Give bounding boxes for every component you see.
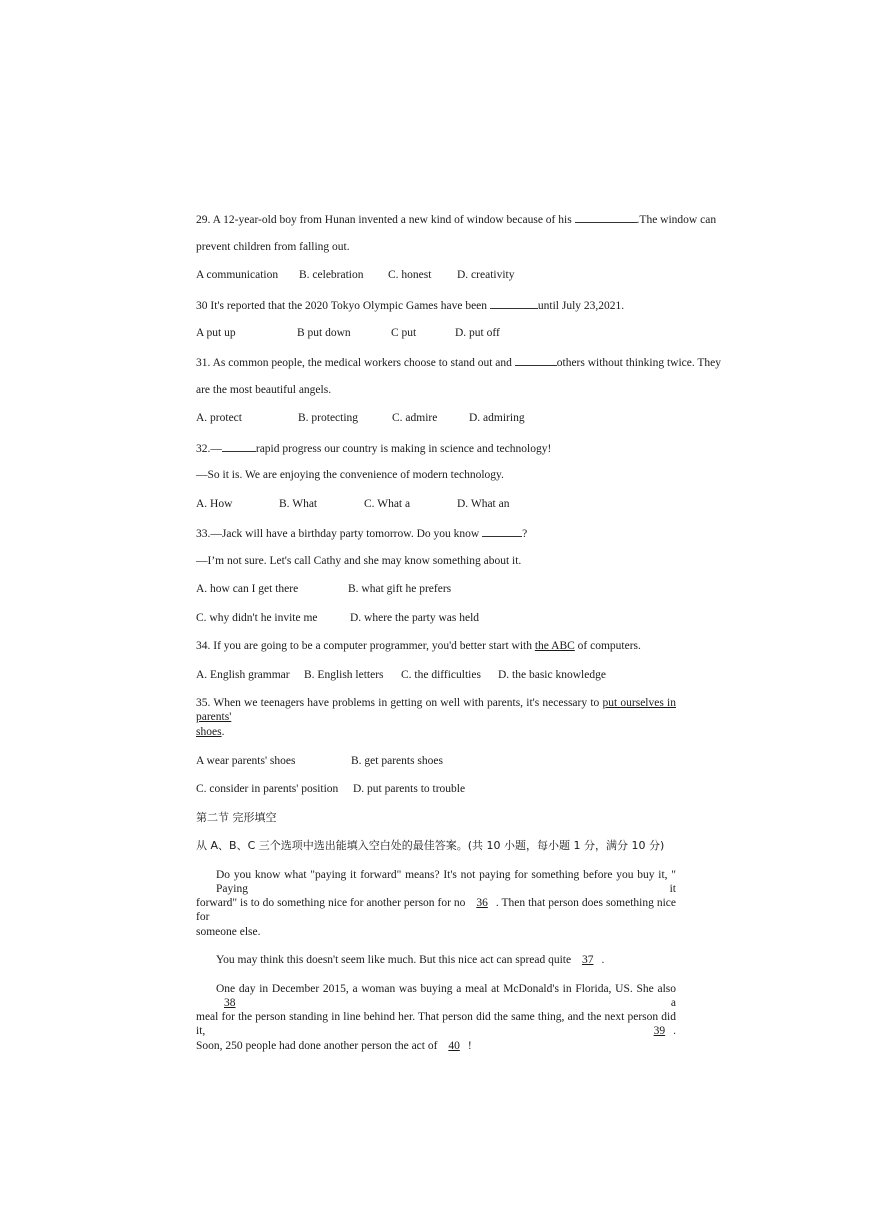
option-a: A. How xyxy=(196,498,233,510)
passage-text: forward" is to do something nice for another person for no xyxy=(196,897,469,909)
question-30-text-cont: until July 23,2021. xyxy=(537,300,625,312)
answer-blank xyxy=(515,354,557,366)
passage-text: Soon, 250 people had done another person the act of xyxy=(196,1040,441,1052)
option-d: D. What an xyxy=(457,498,510,510)
option-c: C put xyxy=(391,327,417,339)
question-29-text: 29. A 12-year-old boy from Hunan invented a new kind of window because of his xyxy=(196,214,575,226)
question-35-text: 35. When we teenagers have problems in getting on well with parents, it's necessary to xyxy=(196,697,603,709)
blank-36: 36 xyxy=(476,897,488,909)
question-32-text-cont: rapid progress our country is making in science and technology! xyxy=(255,443,552,455)
question-33-line-2: —I’m not sure. Let's call Cathy and she may know something about it. xyxy=(196,555,522,567)
passage-text-cont: . xyxy=(601,954,605,966)
blank-38: 38 xyxy=(224,997,236,1009)
passage-p1-line-2 xyxy=(196,896,676,924)
question-31-line-2: are the most beautiful angels. xyxy=(196,384,332,396)
option-b: B. protecting xyxy=(298,412,359,424)
passage-p1-line-1: Do you know what "paying it forward" means? It's not paying for something before you buy it, " Paying it xyxy=(216,869,676,895)
underlined-phrase: put ourselves in parents' xyxy=(196,697,676,723)
question-30-line-1 xyxy=(196,297,624,313)
option-c: C. why didn't he invite me xyxy=(196,612,318,624)
passage-p2 xyxy=(196,953,604,967)
question-35-line-1 xyxy=(196,696,676,724)
question-33-line-1 xyxy=(196,525,527,541)
question-29-line-2: prevent children from falling out. xyxy=(196,241,350,253)
passage-p1-line-3: someone else. xyxy=(196,926,261,938)
section-title: 第二节 完形填空 xyxy=(196,811,277,824)
option-d: D. put off xyxy=(455,327,500,339)
option-a: A communication xyxy=(196,269,279,281)
option-d: D. admiring xyxy=(469,412,525,424)
question-30-text: 30 It's reported that the 2020 Tokyo Olympic Games have been xyxy=(196,300,490,312)
question-31-line-1 xyxy=(196,354,721,370)
option-c: C. honest xyxy=(388,269,432,281)
blank-37: 37 xyxy=(581,954,594,966)
answer-blank xyxy=(222,440,256,452)
option-a: A. how can I get there xyxy=(196,583,299,595)
question-34-text-cont: of computers. xyxy=(574,640,641,652)
question-32-line-1 xyxy=(196,440,551,456)
question-32-text: 32.— xyxy=(196,443,222,455)
passage-text: meal for the person standing in line behind her. That person did the same thing, and the next person did it, xyxy=(196,1011,676,1037)
option-b: B put down xyxy=(297,327,351,339)
option-b: B. celebration xyxy=(299,269,364,281)
option-d: D. where the party was held xyxy=(350,612,480,624)
question-34-text: 34. If you are going to be a computer programmer, you'd better start with xyxy=(196,640,535,652)
question-29-text-cont: .The window can xyxy=(636,214,717,226)
question-32-line-2: —So it is. We are enjoying the convenience of modern technology. xyxy=(196,469,504,481)
passage-text-cont: a xyxy=(243,997,676,1009)
passage-p3-line-1 xyxy=(196,982,676,1010)
passage-text-cont: . xyxy=(673,1025,676,1037)
option-a: A put up xyxy=(196,327,236,339)
answer-blank xyxy=(575,211,637,223)
passage-p3-line-2 xyxy=(196,1010,676,1038)
blank-40: 40 xyxy=(448,1040,460,1052)
question-29-line-1 xyxy=(196,211,716,227)
answer-blank xyxy=(482,525,522,537)
option-c: C. admire xyxy=(392,412,438,424)
option-c: C. consider in parents' position xyxy=(196,783,339,795)
question-35-text-cont: . xyxy=(221,726,225,738)
option-b: B. What xyxy=(279,498,318,510)
section-instruction: 从 A、B、C 三个选项中选出能填入空白处的最佳答案。(共 10 小题，每小题 1 分，满分 10 分) xyxy=(196,839,665,852)
option-b: B. get parents shoes xyxy=(351,755,443,767)
passage-p3-line-3 xyxy=(196,1039,472,1053)
answer-blank xyxy=(490,297,538,309)
option-c: C. the difficulties xyxy=(401,669,481,681)
passage-text: One day in December 2015, a woman was buying a meal at McDonald's in Florida, US. She also xyxy=(216,983,676,995)
underlined-phrase: the ABC xyxy=(534,640,575,652)
passage-text-cont: ! xyxy=(467,1040,472,1052)
option-a: A wear parents' shoes xyxy=(196,755,296,767)
question-35-line-2 xyxy=(196,725,224,739)
question-33-text-cont: ? xyxy=(522,528,528,540)
option-d: D. the basic knowledge xyxy=(498,669,606,681)
option-a: A. English grammar xyxy=(196,669,290,681)
underlined-phrase: shoes xyxy=(196,726,222,738)
option-d: D. put parents to trouble xyxy=(353,783,466,795)
question-34-line-1 xyxy=(196,639,641,653)
passage-text-cont: . Then that person does something nice for xyxy=(196,897,676,923)
option-a: A. protect xyxy=(196,412,242,424)
question-31-text: 31. As common people, the medical workers choose to stand out and xyxy=(196,357,515,369)
passage-text: You may think this doesn't seem like much. But this nice act can spread quite xyxy=(216,954,574,966)
question-31-text-cont: others without thinking twice. They xyxy=(556,357,722,369)
option-c: C. What a xyxy=(364,498,411,510)
blank-39: 39 xyxy=(653,1025,666,1037)
option-b: B. what gift he prefers xyxy=(348,583,452,595)
question-33-text: 33.—Jack will have a birthday party tomorrow. Do you know xyxy=(196,528,483,540)
option-d: D. creativity xyxy=(457,269,515,281)
option-b: B. English letters xyxy=(304,669,384,681)
